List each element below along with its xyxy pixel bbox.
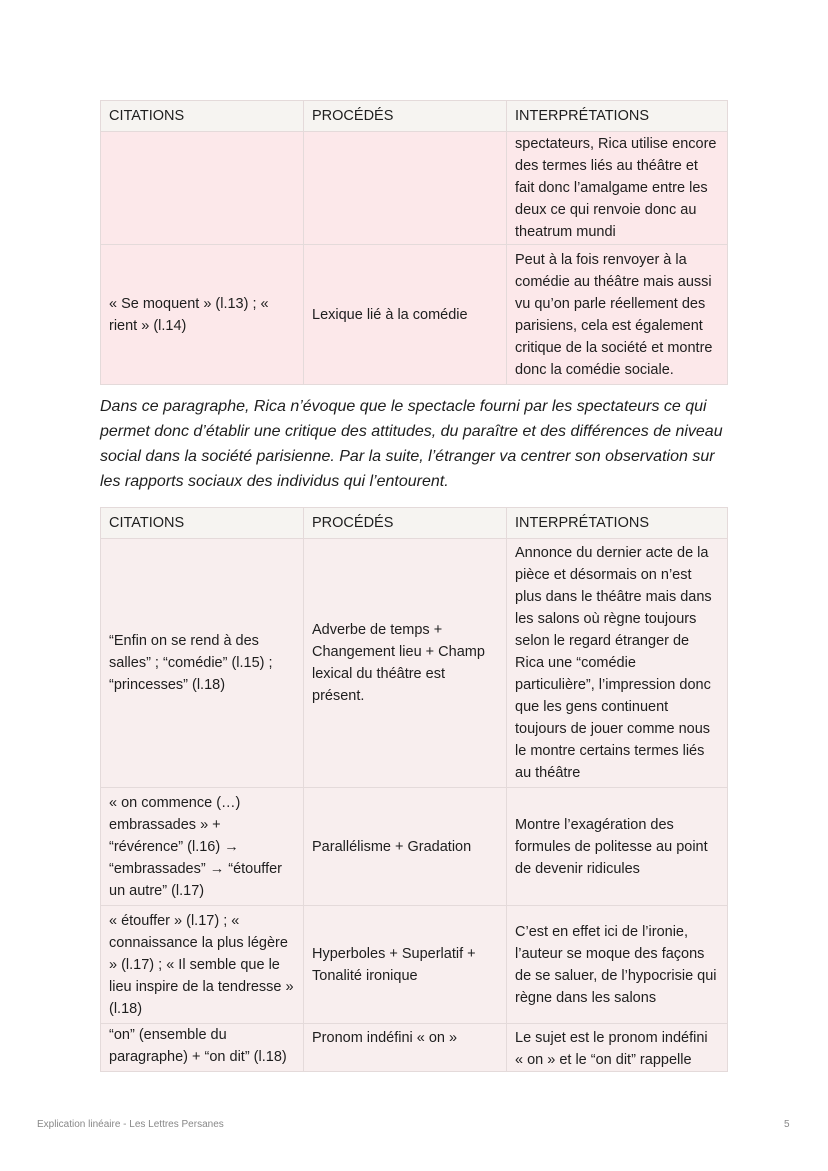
analysis-table-2 — [100, 507, 728, 1072]
header-procedes: PROCÉDÉS — [304, 101, 507, 132]
table-row — [101, 1024, 728, 1072]
table-row — [101, 906, 728, 1024]
procede-cell — [304, 132, 507, 245]
table-row — [101, 245, 728, 385]
footer-page-number: 5 — [784, 1119, 790, 1130]
table-header-row — [101, 101, 728, 132]
header-procedes: PROCÉDÉS — [304, 508, 507, 539]
citation-cell — [101, 132, 304, 245]
procede-cell: Lexique lié à la comédie — [304, 245, 507, 385]
interpretation-cell: Annonce du dernier acte de la pièce et désormais on n’est plus dans le théâtre mais dans les salons où règne toujours selon le regard étranger de Rica une “comédie particulière”, l’impression donc que les gens continuent toujours de jouer comme nous le montre certains termes liés au théâtre — [507, 539, 728, 788]
table-row — [101, 788, 728, 906]
footer-document-title: Explication linéaire - Les Lettres Persanes — [37, 1119, 224, 1130]
table-row — [101, 539, 728, 788]
citation-cell: « étouffer » (l.17) ; « connaissance la plus légère » (l.17) ; « Il semble que le lieu inspire de la tendresse » (l.18) — [101, 906, 304, 1024]
interpretation-cell: Le sujet est le pronom indéfini « on » et le “on dit” rappelle — [507, 1024, 728, 1072]
procede-cell: Hyperboles + Superlatif + Tonalité ironique — [304, 906, 507, 1024]
header-citations: CITATIONS — [101, 508, 304, 539]
table-header-row — [101, 508, 728, 539]
table-row — [101, 132, 728, 245]
analysis-paragraph: Dans ce paragraphe, Rica n’évoque que le spectacle fourni par les spectateurs ce qui permet donc d’établir une critique des attitudes, du paraître et des différences de niveau social dans la société parisienne. Par la suite, l’étranger va centrer son observation sur les rapports sociaux des individus qui l’entourent. — [100, 398, 723, 490]
citation-cell: « Se moquent » (l.13) ; « rient » (l.14) — [101, 245, 304, 385]
procede-cell: Adverbe de temps + Changement lieu + Champ lexical du théâtre est présent. — [304, 539, 507, 788]
analysis-table-1 — [100, 100, 728, 385]
interpretation-cell: Montre l’exagération des formules de politesse au point de devenir ridicules — [507, 788, 728, 906]
citation-cell: “on” (ensemble du paragraphe) + “on dit” (l.18) — [101, 1024, 304, 1072]
header-citations: CITATIONS — [101, 101, 304, 132]
citation-cell: « on commence (…) embrassades » + “révérence” (l.16) → “embrassades” → “étouffer un autre” (l.17) — [101, 788, 304, 906]
interpretation-cell: Peut à la fois renvoyer à la comédie au théâtre mais aussi vu qu’on parle réellement des parisiens, cela est également critique de la société et montre donc la comédie sociale. — [507, 245, 728, 385]
procede-cell: Parallélisme + Gradation — [304, 788, 507, 906]
interpretation-cell: C’est en effet ici de l’ironie, l’auteur se moque des façons de se saluer, de l’hypocrisie qui règne dans les salons — [507, 906, 728, 1024]
header-interpretations: INTERPRÉTATIONS — [507, 508, 728, 539]
interpretation-cell: spectateurs, Rica utilise encore des termes liés au théâtre et fait donc l’amalgame entre les deux ce qui renvoie donc au theatrum mundi — [507, 132, 728, 245]
header-interpretations: INTERPRÉTATIONS — [507, 101, 728, 132]
procede-cell: Pronom indéfini « on » — [304, 1024, 507, 1072]
citation-cell: “Enfin on se rend à des salles” ; “comédie” (l.15) ; “princesses” (l.18) — [101, 539, 304, 788]
